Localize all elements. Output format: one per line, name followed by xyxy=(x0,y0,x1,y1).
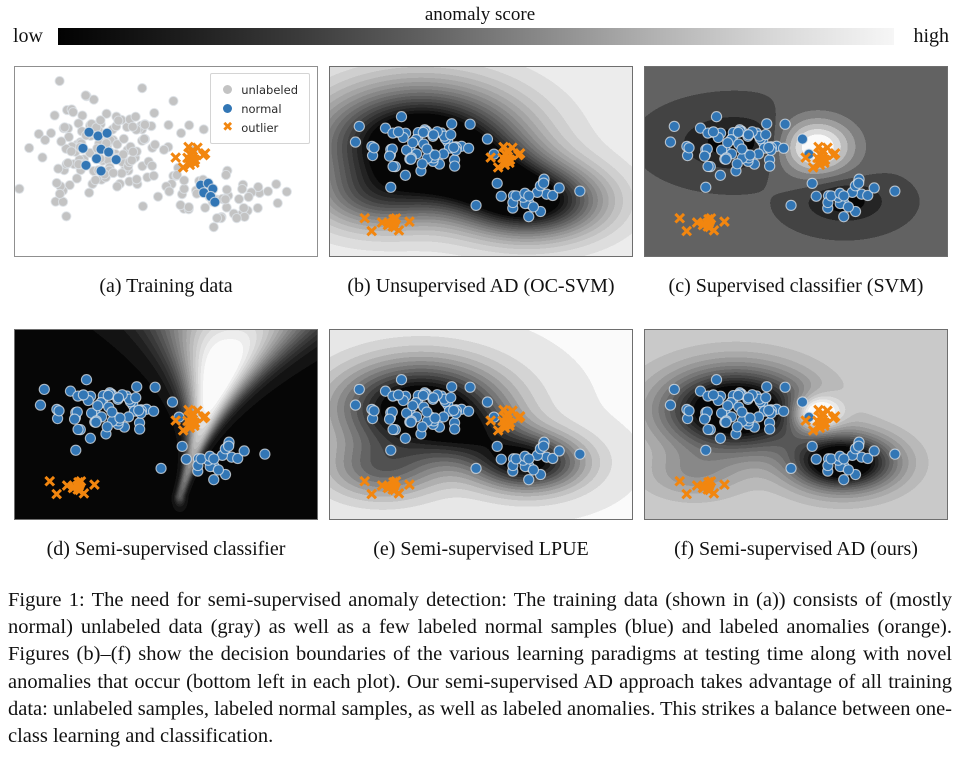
normal-point xyxy=(797,134,807,144)
normal-point xyxy=(723,401,733,411)
subplot-grid xyxy=(14,66,960,561)
outlier-point xyxy=(360,477,369,486)
normal-point xyxy=(102,128,112,138)
normal-point xyxy=(743,393,753,403)
normal-point xyxy=(400,170,410,180)
colorbar-gradient xyxy=(58,28,894,45)
normal-point xyxy=(890,186,900,196)
unlabeled-point xyxy=(140,120,149,129)
normal-point xyxy=(539,178,549,188)
figure-caption: Figure 1: The need for semi-supervised anomaly detection: The training data (shown in (a)) consists of (mostly normal) unlabeled data (gray) as well as a few labeled normal samples (blue) and labeled anomalies (orange). Figures (b)–(f) show the decision boundaries of the various learning paradigms at testing time along with novel anomalies that occur (bottom left in each plot). Our semi-supervised AD approach takes advantage of all training data: unlabeled samples, labeled normal samples, as well as labeled anomalies. This strikes a balance between one-class learning and classification. xyxy=(8,589,953,748)
normal-point xyxy=(854,441,864,451)
normal-point xyxy=(711,375,721,385)
legend-normal-label: normal xyxy=(241,101,282,116)
normal-point xyxy=(446,129,456,139)
normal-point xyxy=(93,401,103,411)
outlier-point xyxy=(367,490,376,499)
unlabeled-point xyxy=(199,125,208,134)
normal-point xyxy=(384,414,394,424)
normal-point xyxy=(811,191,821,201)
outlier-point xyxy=(682,490,691,499)
unlabeled-point xyxy=(180,176,189,185)
normal-point xyxy=(669,121,679,131)
unlabeled-point xyxy=(57,137,66,146)
subplot-a-caption: (a) Training data xyxy=(99,275,233,297)
unlabeled-point xyxy=(55,76,64,85)
unlabeled-point xyxy=(169,96,178,105)
normal-point xyxy=(384,151,394,161)
legend-outlier-label: outlier xyxy=(241,120,279,135)
normal-point xyxy=(417,422,427,432)
normal-point xyxy=(669,384,679,394)
normal-point xyxy=(554,183,564,193)
outlier-point xyxy=(405,217,414,226)
normal-point xyxy=(723,138,733,148)
normal-point xyxy=(703,424,713,434)
normal-point xyxy=(447,382,457,392)
legend-item-outlier xyxy=(220,118,298,137)
normal-point xyxy=(554,446,564,456)
normal-point xyxy=(449,142,459,152)
normal-point xyxy=(369,143,379,153)
plot-area-b xyxy=(329,66,633,257)
normal-point xyxy=(492,178,502,188)
normal-point xyxy=(524,475,534,485)
normal-point xyxy=(388,161,398,171)
normal-point xyxy=(73,424,83,434)
unlabeled-point xyxy=(232,214,241,223)
normal-point xyxy=(721,417,731,427)
normal-point xyxy=(209,454,219,464)
outlier-point xyxy=(405,480,414,489)
normal-point xyxy=(786,200,796,210)
plot-area-f xyxy=(644,329,948,520)
normal-point xyxy=(134,405,144,415)
legend-unlabeled-swatch xyxy=(223,85,232,94)
normal-point xyxy=(156,463,166,473)
unlabeled-point xyxy=(184,203,193,212)
normal-point xyxy=(430,413,440,423)
unlabeled-point xyxy=(221,170,230,179)
normal-point xyxy=(839,191,849,201)
normal-point xyxy=(354,384,364,394)
normal-point xyxy=(745,150,755,160)
unlabeled-point xyxy=(69,108,78,117)
normal-point xyxy=(111,155,121,165)
normal-point xyxy=(386,182,396,192)
unlabeled-point xyxy=(54,164,63,173)
normal-point xyxy=(104,147,114,157)
unlabeled-point xyxy=(52,178,61,187)
normal-point xyxy=(93,131,103,141)
unlabeled-point xyxy=(72,174,81,183)
outlier-point xyxy=(90,480,99,489)
unlabeled-point xyxy=(132,175,141,184)
unlabeled-point xyxy=(263,187,272,196)
normal-point xyxy=(103,390,113,400)
normal-point xyxy=(135,424,145,434)
unlabeled-point xyxy=(209,223,218,232)
normal-point xyxy=(92,154,102,164)
unlabeled-point xyxy=(244,192,253,201)
unlabeled-point xyxy=(81,91,90,100)
normal-point xyxy=(386,445,396,455)
normal-point xyxy=(132,382,142,392)
normal-point xyxy=(539,441,549,451)
normal-point xyxy=(701,445,711,455)
unlabeled-point xyxy=(41,135,50,144)
normal-point xyxy=(39,384,49,394)
normal-point xyxy=(406,154,416,164)
normal-point xyxy=(711,112,721,122)
normal-point xyxy=(743,130,753,140)
normal-point xyxy=(761,129,771,139)
unlabeled-point xyxy=(96,116,105,125)
normal-point xyxy=(762,119,772,129)
subplot-d xyxy=(14,329,318,561)
normal-point xyxy=(113,393,123,403)
unlabeled-point xyxy=(15,184,24,193)
unlabeled-point xyxy=(85,188,94,197)
normal-point xyxy=(81,160,91,170)
normal-point xyxy=(54,406,64,416)
normal-point xyxy=(350,400,360,410)
legend-item-unlabeled xyxy=(220,80,298,99)
normal-point xyxy=(492,441,502,451)
normal-point xyxy=(575,449,585,459)
normal-point xyxy=(699,151,709,161)
normal-point xyxy=(149,406,159,416)
plot-area-a xyxy=(14,66,318,257)
normal-point xyxy=(715,433,725,443)
normal-point xyxy=(167,397,177,407)
unlabeled-point xyxy=(50,111,59,120)
normal-point xyxy=(428,393,438,403)
normal-point xyxy=(708,127,718,137)
normal-point xyxy=(450,161,460,171)
normal-point xyxy=(239,446,249,456)
normal-point xyxy=(115,413,125,423)
unlabeled-point xyxy=(113,182,122,191)
subplot-d-caption: (d) Semi-supervised classifier xyxy=(46,538,286,560)
normal-point xyxy=(369,406,379,416)
normal-point xyxy=(890,449,900,459)
unlabeled-point xyxy=(201,203,210,212)
normal-point xyxy=(733,127,743,137)
normal-point xyxy=(81,375,91,385)
normal-point xyxy=(131,392,141,402)
normal-point xyxy=(703,161,713,171)
normal-point xyxy=(465,382,475,392)
normal-point xyxy=(715,170,725,180)
normal-point xyxy=(177,441,187,451)
normal-point xyxy=(779,143,789,153)
normal-point xyxy=(762,382,772,392)
plot-area-c xyxy=(644,66,948,257)
normal-point xyxy=(446,392,456,402)
normal-point xyxy=(418,127,428,137)
unlabeled-point xyxy=(148,161,157,170)
unlabeled-point xyxy=(150,140,159,149)
normal-point xyxy=(839,475,849,485)
normal-point xyxy=(465,119,475,129)
colorbar-low-label: low xyxy=(13,25,43,47)
normal-point xyxy=(35,400,45,410)
normal-point xyxy=(665,400,675,410)
normal-point xyxy=(354,121,364,131)
normal-point xyxy=(765,424,775,434)
normal-point xyxy=(528,465,538,475)
scatter-layer xyxy=(330,330,632,519)
unlabeled-point xyxy=(212,214,221,223)
normal-point xyxy=(396,112,406,122)
normal-point xyxy=(408,138,418,148)
unlabeled-point xyxy=(128,122,137,131)
normal-point xyxy=(450,424,460,434)
normal-point xyxy=(181,454,191,464)
outlier-point xyxy=(720,217,729,226)
normal-point xyxy=(839,454,849,464)
normal-point xyxy=(524,454,534,464)
normal-point xyxy=(528,202,538,212)
normal-point xyxy=(745,413,755,423)
normal-point xyxy=(78,143,88,153)
normal-point xyxy=(213,465,223,475)
normal-point xyxy=(150,382,160,392)
unlabeled-point xyxy=(117,169,126,178)
normal-point xyxy=(684,143,694,153)
unlabeled-point xyxy=(140,134,149,143)
unlabeled-point xyxy=(109,168,118,177)
plot-area-e xyxy=(329,329,633,520)
subplot-b xyxy=(329,66,633,298)
unlabeled-point xyxy=(273,198,282,207)
subplot-c-caption: (c) Supervised classifier (SVM) xyxy=(668,275,924,297)
normal-point xyxy=(807,178,817,188)
unlabeled-point xyxy=(165,187,174,196)
legend-normal-swatch xyxy=(223,104,232,113)
normal-point xyxy=(786,463,796,473)
normal-point xyxy=(400,433,410,443)
unlabeled-point xyxy=(149,171,158,180)
outlier-point xyxy=(675,214,684,223)
normal-point xyxy=(350,137,360,147)
normal-point xyxy=(84,127,94,137)
normal-point xyxy=(780,382,790,392)
normal-point xyxy=(839,212,849,222)
unlabeled-point xyxy=(185,121,194,130)
unlabeled-point xyxy=(164,120,173,129)
unlabeled-point xyxy=(222,185,231,194)
unlabeled-point xyxy=(150,108,159,117)
normal-point xyxy=(701,182,711,192)
subplot-f-caption: (f) Semi-supervised AD (ours) xyxy=(674,538,918,560)
normal-point xyxy=(464,143,474,153)
normal-point xyxy=(779,406,789,416)
plot-area-d xyxy=(14,329,318,520)
normal-point xyxy=(471,200,481,210)
unlabeled-point xyxy=(114,116,123,125)
unlabeled-point xyxy=(234,194,243,203)
normal-point xyxy=(78,390,88,400)
unlabeled-point xyxy=(238,184,247,193)
normal-point xyxy=(869,183,879,193)
normal-point xyxy=(482,134,492,144)
scatter-layer xyxy=(645,67,947,256)
unlabeled-point xyxy=(119,134,128,143)
unlabeled-point xyxy=(272,180,281,189)
subplot-f xyxy=(644,329,948,561)
unlabeled-point xyxy=(131,112,140,121)
legend-outlier-swatch: ✖ xyxy=(222,120,234,135)
unlabeled-point xyxy=(177,129,186,138)
unlabeled-point xyxy=(180,184,189,193)
normal-point xyxy=(699,414,709,424)
unlabeled-point xyxy=(221,195,230,204)
normal-point xyxy=(496,454,506,464)
normal-point xyxy=(417,159,427,169)
unlabeled-point xyxy=(138,84,147,93)
normal-point xyxy=(764,142,774,152)
outlier-point xyxy=(720,480,729,489)
unlabeled-point xyxy=(282,187,291,196)
outlier-point xyxy=(367,227,376,236)
outlier-point xyxy=(675,477,684,486)
outlier-point xyxy=(52,490,61,499)
normal-point xyxy=(449,405,459,415)
normal-point xyxy=(428,130,438,140)
subplot-c xyxy=(644,66,948,298)
normal-point xyxy=(732,159,742,169)
unlabeled-point xyxy=(153,192,162,201)
normal-point xyxy=(843,465,853,475)
normal-point xyxy=(471,463,481,473)
normal-point xyxy=(665,137,675,147)
scatter-layer xyxy=(330,67,632,256)
legend-unlabeled-label: unlabeled xyxy=(241,82,298,97)
normal-point xyxy=(91,417,101,427)
unlabeled-point xyxy=(60,123,69,132)
colorbar-title: anomaly score xyxy=(424,4,536,25)
normal-point xyxy=(464,406,474,416)
unlabeled-point xyxy=(38,153,47,162)
colorbar-high-label: high xyxy=(913,25,949,47)
normal-point xyxy=(807,441,817,451)
normal-point xyxy=(575,186,585,196)
unlabeled-point xyxy=(67,147,76,156)
unlabeled-point xyxy=(128,147,137,156)
normal-point xyxy=(524,191,534,201)
normal-point xyxy=(85,433,95,443)
unlabeled-point xyxy=(55,189,64,198)
outlier-point xyxy=(45,477,54,486)
normal-point xyxy=(447,119,457,129)
normal-point xyxy=(764,405,774,415)
normal-point xyxy=(765,161,775,171)
normal-point xyxy=(732,422,742,432)
scatter-layer xyxy=(645,330,947,519)
unlabeled-point xyxy=(91,175,100,184)
normal-point xyxy=(843,202,853,212)
normal-point xyxy=(388,424,398,434)
normal-point xyxy=(721,154,731,164)
unlabeled-point xyxy=(127,156,136,165)
normal-point xyxy=(482,397,492,407)
normal-point xyxy=(524,212,534,222)
normal-point xyxy=(496,191,506,201)
normal-point xyxy=(418,390,428,400)
normal-point xyxy=(733,390,743,400)
subplot-e xyxy=(329,329,633,561)
normal-point xyxy=(224,441,234,451)
normal-point xyxy=(761,392,771,402)
unlabeled-point xyxy=(138,202,147,211)
normal-point xyxy=(393,390,403,400)
normal-point xyxy=(102,422,112,432)
normal-point xyxy=(430,150,440,160)
unlabeled-point xyxy=(25,143,34,152)
legend-box xyxy=(210,73,310,144)
scatter-layer xyxy=(15,330,317,519)
normal-point xyxy=(408,401,418,411)
unlabeled-point xyxy=(159,145,168,154)
normal-point xyxy=(71,445,81,455)
normal-point xyxy=(396,375,406,385)
normal-point xyxy=(811,454,821,464)
normal-point xyxy=(260,449,270,459)
normal-point xyxy=(69,414,79,424)
colorbar xyxy=(0,27,960,45)
subplot-e-caption: (e) Semi-supervised LPUE xyxy=(373,538,589,560)
normal-point xyxy=(406,417,416,427)
normal-point xyxy=(797,397,807,407)
normal-point xyxy=(209,475,219,485)
normal-point xyxy=(96,166,106,176)
unlabeled-point xyxy=(62,212,71,221)
normal-point xyxy=(393,127,403,137)
normal-point xyxy=(708,390,718,400)
normal-point xyxy=(684,406,694,416)
subplot-b-caption: (b) Unsupervised AD (OC-SVM) xyxy=(347,275,615,297)
unlabeled-point xyxy=(253,203,262,212)
unlabeled-point xyxy=(239,203,248,212)
normal-point xyxy=(780,119,790,129)
outlier-point xyxy=(360,214,369,223)
normal-point xyxy=(854,178,864,188)
outlier-point xyxy=(682,227,691,236)
unlabeled-point xyxy=(63,158,72,167)
subplot-a xyxy=(14,66,318,298)
outlier-point xyxy=(171,153,180,162)
normal-point xyxy=(210,197,220,207)
legend-item-normal xyxy=(220,99,298,118)
normal-point xyxy=(869,446,879,456)
